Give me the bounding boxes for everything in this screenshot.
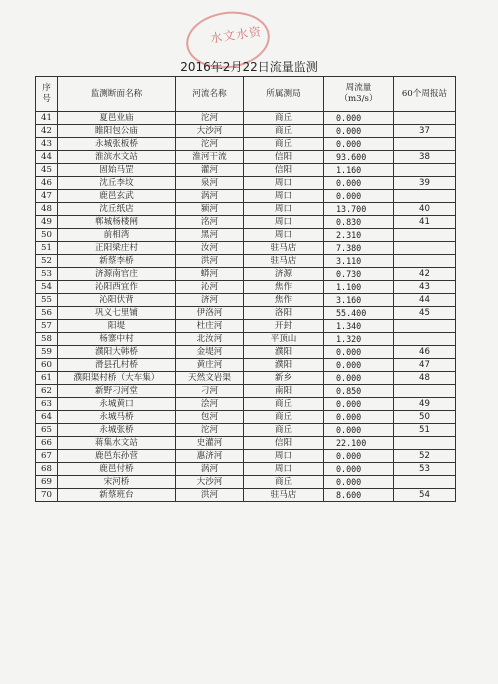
header-no: 序号 — [36, 77, 58, 112]
cell-section-name: 濮阳大韩桥 — [58, 346, 176, 359]
cell-river-name: 天然文岩渠 — [176, 372, 244, 385]
cell-weekly-station: 46 — [394, 346, 456, 359]
cell-weekly-flow: 13.700 — [324, 203, 394, 216]
cell-no: 44 — [36, 151, 58, 164]
cell-section-name: 鹿邑东孙营 — [58, 450, 176, 463]
cell-river-name: 洪河 — [176, 489, 244, 502]
cell-bureau: 濮阳 — [244, 346, 324, 359]
cell-bureau: 洛阳 — [244, 307, 324, 320]
table-row — [36, 164, 456, 177]
cell-no: 55 — [36, 294, 58, 307]
cell-bureau: 济源 — [244, 268, 324, 281]
cell-weekly-station: 47 — [394, 359, 456, 372]
cell-section-name: 滑县孔村桥 — [58, 359, 176, 372]
cell-no: 42 — [36, 125, 58, 138]
cell-river-name: 沁河 — [176, 281, 244, 294]
cell-section-name: 沈丘纸店 — [58, 203, 176, 216]
table-row — [36, 242, 456, 255]
cell-bureau: 商丘 — [244, 138, 324, 151]
cell-bureau: 南阳 — [244, 385, 324, 398]
cell-section-name: 沁阳西宜作 — [58, 281, 176, 294]
cell-weekly-station: 49 — [394, 398, 456, 411]
cell-bureau: 商丘 — [244, 411, 324, 424]
cell-weekly-flow: 0.000 — [324, 190, 394, 203]
cell-no: 60 — [36, 359, 58, 372]
cell-river-name: 沱河 — [176, 112, 244, 125]
cell-river-name: 泉河 — [176, 177, 244, 190]
flow-monitoring-table — [35, 76, 456, 502]
cell-no: 67 — [36, 450, 58, 463]
cell-river-name: 浍河 — [176, 398, 244, 411]
cell-weekly-station: 39 — [394, 177, 456, 190]
cell-river-name: 洺河 — [176, 216, 244, 229]
cell-weekly-station: 45 — [394, 307, 456, 320]
cell-section-name: 永城张板桥 — [58, 138, 176, 151]
cell-weekly-flow: 0.830 — [324, 216, 394, 229]
cell-section-name: 郸城杨楼闸 — [58, 216, 176, 229]
table-row — [36, 385, 456, 398]
table-row — [36, 294, 456, 307]
cell-river-name: 北汝河 — [176, 333, 244, 346]
table-row — [36, 307, 456, 320]
table-row — [36, 463, 456, 476]
table-row — [36, 346, 456, 359]
cell-no: 68 — [36, 463, 58, 476]
cell-bureau: 平顶山 — [244, 333, 324, 346]
table-row — [36, 372, 456, 385]
table-row — [36, 450, 456, 463]
table-row — [36, 320, 456, 333]
table-row — [36, 476, 456, 489]
table-row — [36, 216, 456, 229]
page-title: 2016年2月22日流量监测 — [180, 60, 318, 74]
cell-river-name: 大沙河 — [176, 476, 244, 489]
cell-section-name: 前相湾 — [58, 229, 176, 242]
cell-river-name: 涡河 — [176, 463, 244, 476]
cell-river-name: 颍河 — [176, 203, 244, 216]
cell-no: 46 — [36, 177, 58, 190]
cell-weekly-station — [394, 255, 456, 268]
cell-section-name: 睢阳包公庙 — [58, 125, 176, 138]
cell-bureau: 驻马店 — [244, 255, 324, 268]
cell-weekly-flow: 0.000 — [324, 372, 394, 385]
cell-weekly-station: 44 — [394, 294, 456, 307]
cell-bureau: 焦作 — [244, 281, 324, 294]
cell-weekly-station — [394, 476, 456, 489]
cell-section-name: 沈丘李坟 — [58, 177, 176, 190]
cell-weekly-flow: 3.160 — [324, 294, 394, 307]
cell-river-name: 惠济河 — [176, 450, 244, 463]
cell-bureau: 焦作 — [244, 294, 324, 307]
cell-weekly-flow: 0.000 — [324, 177, 394, 190]
cell-weekly-flow: 1.320 — [324, 333, 394, 346]
cell-no: 70 — [36, 489, 58, 502]
cell-section-name: 永城马桥 — [58, 411, 176, 424]
cell-bureau: 商丘 — [244, 125, 324, 138]
cell-weekly-flow: 0.000 — [324, 424, 394, 437]
cell-section-name: 巩义七里铺 — [58, 307, 176, 320]
cell-weekly-station — [394, 138, 456, 151]
header-river-name: 河流名称 — [176, 77, 244, 112]
cell-weekly-station: 40 — [394, 203, 456, 216]
cell-no: 54 — [36, 281, 58, 294]
cell-river-name: 灌河 — [176, 164, 244, 177]
header-weekly-flow: 周流量 （m3/s） — [324, 77, 394, 112]
cell-weekly-flow: 0.000 — [324, 463, 394, 476]
table-row — [36, 190, 456, 203]
table-row — [36, 125, 456, 138]
cell-section-name: 新蔡李桥 — [58, 255, 176, 268]
cell-weekly-flow: 0.000 — [324, 411, 394, 424]
cell-river-name: 杜庄河 — [176, 320, 244, 333]
cell-bureau: 周口 — [244, 463, 324, 476]
cell-no: 53 — [36, 268, 58, 281]
cell-bureau: 驻马店 — [244, 489, 324, 502]
table-row — [36, 359, 456, 372]
cell-weekly-station — [394, 164, 456, 177]
cell-weekly-station — [394, 437, 456, 450]
cell-bureau: 信阳 — [244, 437, 324, 450]
cell-bureau: 周口 — [244, 190, 324, 203]
cell-river-name: 洪河 — [176, 255, 244, 268]
cell-weekly-station: 38 — [394, 151, 456, 164]
cell-weekly-station: 42 — [394, 268, 456, 281]
cell-section-name: 鹿邑付桥 — [58, 463, 176, 476]
cell-section-name: 杨寨中村 — [58, 333, 176, 346]
cell-no: 62 — [36, 385, 58, 398]
cell-bureau: 信阳 — [244, 151, 324, 164]
cell-weekly-flow: 0.000 — [324, 450, 394, 463]
cell-section-name: 沁阳伏背 — [58, 294, 176, 307]
cell-no: 57 — [36, 320, 58, 333]
cell-bureau: 商丘 — [244, 476, 324, 489]
table-row — [36, 177, 456, 190]
cell-no: 47 — [36, 190, 58, 203]
cell-weekly-station — [394, 320, 456, 333]
cell-section-name: 永城黄口 — [58, 398, 176, 411]
cell-river-name: 刁河 — [176, 385, 244, 398]
cell-bureau: 濮阳 — [244, 359, 324, 372]
seal-text: 水文水资 — [209, 24, 263, 46]
cell-weekly-station: 54 — [394, 489, 456, 502]
cell-weekly-station: 37 — [394, 125, 456, 138]
cell-weekly-station — [394, 229, 456, 242]
cell-river-name: 涡河 — [176, 190, 244, 203]
cell-river-name: 包河 — [176, 411, 244, 424]
cell-section-name: 阳堤 — [58, 320, 176, 333]
cell-weekly-flow: 3.110 — [324, 255, 394, 268]
cell-section-name: 济源南官庄 — [58, 268, 176, 281]
header-weekly-station: 60个周报站 — [394, 77, 456, 112]
cell-river-name: 淮河干流 — [176, 151, 244, 164]
cell-no: 65 — [36, 424, 58, 437]
cell-no: 66 — [36, 437, 58, 450]
cell-no: 45 — [36, 164, 58, 177]
cell-bureau: 周口 — [244, 203, 324, 216]
table-row — [36, 138, 456, 151]
table-row — [36, 151, 456, 164]
cell-no: 49 — [36, 216, 58, 229]
cell-no: 56 — [36, 307, 58, 320]
cell-weekly-station — [394, 112, 456, 125]
cell-bureau: 周口 — [244, 177, 324, 190]
cell-no: 61 — [36, 372, 58, 385]
cell-no: 64 — [36, 411, 58, 424]
cell-bureau: 信阳 — [244, 164, 324, 177]
table-row — [36, 229, 456, 242]
cell-bureau: 新乡 — [244, 372, 324, 385]
cell-bureau: 驻马店 — [244, 242, 324, 255]
header-row — [36, 77, 456, 112]
cell-river-name: 沱河 — [176, 424, 244, 437]
cell-river-name: 黑河 — [176, 229, 244, 242]
cell-weekly-station: 43 — [394, 281, 456, 294]
cell-weekly-station: 52 — [394, 450, 456, 463]
cell-bureau: 商丘 — [244, 424, 324, 437]
cell-bureau: 商丘 — [244, 398, 324, 411]
table-row — [36, 489, 456, 502]
cell-section-name: 永城张桥 — [58, 424, 176, 437]
cell-weekly-flow: 8.600 — [324, 489, 394, 502]
table-row — [36, 398, 456, 411]
cell-weekly-station: 48 — [394, 372, 456, 385]
cell-river-name: 济河 — [176, 294, 244, 307]
table-row — [36, 424, 456, 437]
table-row — [36, 281, 456, 294]
cell-river-name: 蟒河 — [176, 268, 244, 281]
table-row — [36, 255, 456, 268]
cell-weekly-flow: 55.400 — [324, 307, 394, 320]
cell-bureau: 周口 — [244, 216, 324, 229]
cell-weekly-station: 51 — [394, 424, 456, 437]
cell-weekly-flow: 1.340 — [324, 320, 394, 333]
cell-no: 50 — [36, 229, 58, 242]
cell-weekly-flow: 0.000 — [324, 138, 394, 151]
cell-weekly-flow: 0.000 — [324, 346, 394, 359]
cell-no: 51 — [36, 242, 58, 255]
cell-weekly-station: 50 — [394, 411, 456, 424]
cell-section-name: 鹿邑玄武 — [58, 190, 176, 203]
cell-section-name: 宋河桥 — [58, 476, 176, 489]
cell-no: 48 — [36, 203, 58, 216]
cell-no: 43 — [36, 138, 58, 151]
cell-weekly-flow: 22.100 — [324, 437, 394, 450]
cell-bureau: 周口 — [244, 450, 324, 463]
cell-weekly-flow: 93.600 — [324, 151, 394, 164]
cell-bureau: 商丘 — [244, 112, 324, 125]
cell-weekly-station — [394, 385, 456, 398]
cell-no: 63 — [36, 398, 58, 411]
cell-weekly-station — [394, 242, 456, 255]
cell-river-name: 黄庄河 — [176, 359, 244, 372]
cell-weekly-flow: 0.850 — [324, 385, 394, 398]
cell-weekly-station — [394, 333, 456, 346]
header-section-name: 监测断面名称 — [58, 77, 176, 112]
cell-section-name: 濮阳渠村桥（大车集） — [58, 372, 176, 385]
cell-weekly-flow: 0.000 — [324, 476, 394, 489]
table-row — [36, 203, 456, 216]
cell-section-name: 新蔡班台 — [58, 489, 176, 502]
table-row — [36, 333, 456, 346]
cell-section-name: 正阳梁庄村 — [58, 242, 176, 255]
cell-river-name: 金堤河 — [176, 346, 244, 359]
cell-bureau: 开封 — [244, 320, 324, 333]
cell-weekly-flow: 2.310 — [324, 229, 394, 242]
cell-section-name: 淮滨水文站 — [58, 151, 176, 164]
cell-river-name: 汝河 — [176, 242, 244, 255]
cell-section-name: 新野刁河堂 — [58, 385, 176, 398]
cell-section-name: 蒋集水文站 — [58, 437, 176, 450]
table-row — [36, 112, 456, 125]
cell-weekly-station: 41 — [394, 216, 456, 229]
cell-no: 69 — [36, 476, 58, 489]
header-bureau: 所属测局 — [244, 77, 324, 112]
cell-weekly-station — [394, 190, 456, 203]
cell-weekly-flow: 0.000 — [324, 112, 394, 125]
cell-weekly-flow: 0.000 — [324, 125, 394, 138]
cell-weekly-flow: 1.160 — [324, 164, 394, 177]
cell-weekly-flow: 0.000 — [324, 359, 394, 372]
cell-river-name: 伊洛河 — [176, 307, 244, 320]
cell-bureau: 周口 — [244, 229, 324, 242]
cell-weekly-flow: 1.100 — [324, 281, 394, 294]
cell-no: 41 — [36, 112, 58, 125]
cell-river-name: 大沙河 — [176, 125, 244, 138]
cell-weekly-flow: 0.730 — [324, 268, 394, 281]
cell-weekly-station: 53 — [394, 463, 456, 476]
cell-no: 59 — [36, 346, 58, 359]
cell-weekly-flow: 7.380 — [324, 242, 394, 255]
table-row — [36, 411, 456, 424]
cell-weekly-flow: 0.000 — [324, 398, 394, 411]
cell-no: 52 — [36, 255, 58, 268]
cell-no: 58 — [36, 333, 58, 346]
table-row — [36, 437, 456, 450]
table-row — [36, 268, 456, 281]
cell-section-name: 固始马罡 — [58, 164, 176, 177]
cell-river-name: 史灌河 — [176, 437, 244, 450]
cell-river-name: 沱河 — [176, 138, 244, 151]
cell-section-name: 夏邑业庙 — [58, 112, 176, 125]
